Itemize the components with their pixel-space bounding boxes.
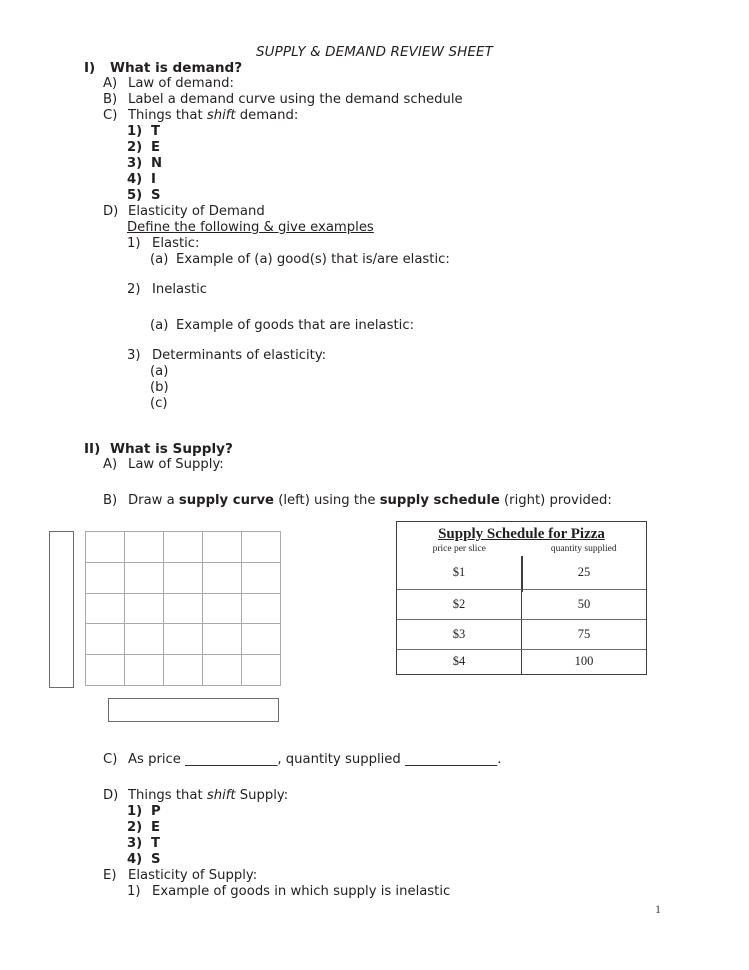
supply-item-e bbox=[103, 868, 749, 884]
cell-price: $4 bbox=[397, 650, 522, 674]
supply-shifter-3-label: T bbox=[151, 836, 160, 851]
demand-shifter-1-label: T bbox=[151, 124, 160, 139]
column-header-quantity: quantity supplied bbox=[550, 544, 617, 554]
supply-shifter-1 bbox=[127, 804, 749, 820]
supply-item-a bbox=[103, 457, 749, 473]
grid-cell[interactable] bbox=[203, 563, 242, 594]
page-title: SUPPLY & DEMAND REVIEW SHEET bbox=[255, 44, 494, 60]
table-row bbox=[397, 590, 646, 619]
demand-shifter-3 bbox=[127, 156, 749, 172]
section-demand-marker: I) bbox=[84, 60, 96, 76]
elastic-example-marker: (a) bbox=[150, 252, 169, 267]
demand-item-d-marker: D) bbox=[103, 204, 119, 219]
supply-inelastic-example-marker: 1) bbox=[127, 884, 141, 899]
demand-item-c bbox=[103, 108, 749, 124]
grid-cell[interactable] bbox=[125, 532, 164, 563]
y-axis-label-box[interactable] bbox=[49, 531, 74, 688]
supply-item-c-part2: , quantity supplied bbox=[277, 752, 405, 767]
supply-inelastic-example-label: Example of goods in which supply is inelastic bbox=[152, 884, 451, 899]
supply-shifter-2 bbox=[127, 820, 749, 836]
elastic-item-marker: 1) bbox=[127, 236, 141, 251]
inelastic-example-marker: (a) bbox=[150, 318, 169, 333]
determinants-marker: 3) bbox=[127, 348, 141, 363]
section-supply-heading bbox=[84, 441, 749, 457]
grid-cell[interactable] bbox=[125, 563, 164, 594]
cell-price: $2 bbox=[397, 590, 522, 619]
supply-item-d-marker: D) bbox=[103, 788, 119, 803]
determinant-a-marker: (a) bbox=[150, 364, 169, 379]
grid-cell[interactable] bbox=[203, 594, 242, 625]
define-instruction-label: Define the following & give examples bbox=[127, 220, 374, 235]
grid-cell[interactable] bbox=[203, 532, 242, 563]
cell-price: $1 bbox=[397, 556, 522, 589]
page-number: 1 bbox=[655, 902, 661, 916]
supply-schedule-title bbox=[397, 522, 646, 544]
inelastic-example-label: Example of goods that are inelastic: bbox=[176, 318, 415, 333]
supply-shifter-4-marker: 4) bbox=[127, 852, 143, 867]
cell-quantity: 50 bbox=[577, 597, 591, 611]
demand-shifter-3-label: N bbox=[151, 156, 163, 171]
demand-shifter-2-marker: 2) bbox=[127, 140, 143, 155]
supply-schedule-emphasis: supply schedule bbox=[379, 493, 500, 508]
grid-cell[interactable] bbox=[125, 655, 164, 686]
grid-cell[interactable] bbox=[203, 655, 242, 686]
supply-inelastic-example bbox=[127, 884, 749, 900]
demand-item-b-label: Label a demand curve using the demand schedule bbox=[128, 92, 463, 107]
supply-item-a-marker: A) bbox=[103, 457, 118, 472]
demand-shifter-5-marker: 5) bbox=[127, 188, 143, 203]
outline-content bbox=[0, 60, 749, 509]
determinant-c bbox=[150, 396, 749, 412]
supply-item-c bbox=[103, 752, 749, 768]
determinants-item bbox=[127, 348, 749, 364]
cell-quantity: 100 bbox=[574, 654, 594, 668]
supply-shifter-4-label: S bbox=[151, 852, 161, 867]
demand-item-a bbox=[103, 76, 749, 92]
cell-price: $3 bbox=[397, 620, 522, 649]
section-demand-title: What is demand? bbox=[110, 60, 243, 76]
outline-content-lower bbox=[0, 752, 749, 900]
determinant-b bbox=[150, 380, 749, 396]
supply-shifter-3-marker: 3) bbox=[127, 836, 143, 851]
grid-cell[interactable] bbox=[164, 532, 203, 563]
grid-cell[interactable] bbox=[242, 655, 281, 686]
determinant-a bbox=[150, 364, 749, 380]
define-instruction bbox=[127, 220, 749, 236]
elastic-example-label: Example of (a) good(s) that is/are elastic: bbox=[176, 252, 450, 267]
grid-cell[interactable] bbox=[86, 532, 125, 563]
demand-shifter-3-marker: 3) bbox=[127, 156, 143, 171]
supply-item-b-part3: (right) provided: bbox=[499, 493, 612, 508]
supply-item-d-prefix: Things that bbox=[128, 788, 207, 803]
supply-item-d bbox=[103, 788, 749, 804]
supply-item-d-suffix: Supply: bbox=[235, 788, 289, 803]
demand-item-a-marker: A) bbox=[103, 76, 118, 91]
demand-shifter-1-marker: 1) bbox=[127, 124, 143, 139]
supply-shifter-1-marker: 1) bbox=[127, 804, 143, 819]
elastic-item bbox=[127, 236, 749, 252]
section-demand-heading bbox=[84, 60, 749, 76]
inelastic-item-marker: 2) bbox=[127, 282, 141, 297]
demand-item-c-suffix: demand: bbox=[235, 108, 299, 123]
supply-shifter-4 bbox=[127, 852, 749, 868]
supply-schedule-title-text: Supply Schedule for Pizza bbox=[438, 526, 605, 542]
determinant-b-marker: (b) bbox=[150, 380, 169, 395]
grid-cell[interactable] bbox=[242, 594, 281, 625]
demand-shifter-4 bbox=[127, 172, 749, 188]
supply-item-b-part1: Draw a bbox=[128, 493, 179, 508]
demand-shifter-1 bbox=[127, 124, 749, 140]
demand-shifter-5-label: S bbox=[151, 188, 161, 203]
grid-cell[interactable] bbox=[203, 624, 242, 655]
supply-curve-emphasis: supply curve bbox=[178, 493, 274, 508]
grid-cell[interactable] bbox=[242, 532, 281, 563]
supply-item-b bbox=[103, 493, 749, 509]
supply-shifter-1-label: P bbox=[151, 804, 161, 819]
grid-cell[interactable] bbox=[164, 594, 203, 625]
demand-item-c-marker: C) bbox=[103, 108, 118, 123]
price-blank-field[interactable]: ______________ bbox=[185, 752, 278, 767]
supply-item-d-emphasis: shift bbox=[206, 788, 236, 803]
table-row bbox=[397, 620, 646, 649]
cell-quantity: 75 bbox=[577, 627, 591, 641]
demand-item-d bbox=[103, 204, 749, 220]
section-supply-title: What is Supply? bbox=[110, 441, 233, 457]
supply-shifter-3 bbox=[127, 836, 749, 852]
cell-quantity: 25 bbox=[577, 565, 591, 579]
demand-item-d-label: Elasticity of Demand bbox=[128, 204, 265, 219]
determinants-label: Determinants of elasticity: bbox=[152, 348, 327, 363]
grid-cell[interactable] bbox=[164, 563, 203, 594]
grid-cell[interactable] bbox=[86, 655, 125, 686]
elastic-example bbox=[150, 252, 749, 268]
demand-shifter-4-marker: 4) bbox=[127, 172, 143, 187]
supply-item-c-marker: C) bbox=[103, 752, 118, 767]
demand-shifter-2-label: E bbox=[151, 140, 161, 155]
supply-item-c-part1: As price bbox=[128, 752, 186, 767]
supply-shifter-2-label: E bbox=[151, 820, 161, 835]
supply-item-e-label: Elasticity of Supply: bbox=[128, 868, 258, 883]
grid-cell[interactable] bbox=[242, 563, 281, 594]
grid-cell[interactable] bbox=[242, 624, 281, 655]
elastic-item-label: Elastic: bbox=[152, 236, 200, 251]
demand-item-a-label: Law of demand: bbox=[128, 76, 234, 91]
supply-shifter-2-marker: 2) bbox=[127, 820, 143, 835]
supply-item-e-marker: E) bbox=[103, 868, 117, 883]
grid-cell[interactable] bbox=[164, 655, 203, 686]
determinant-c-marker: (c) bbox=[150, 396, 168, 411]
blank-graph-grid[interactable] bbox=[85, 531, 281, 686]
section-supply-marker: II) bbox=[84, 441, 101, 457]
header-column-divider bbox=[522, 556, 523, 592]
grid-cell[interactable] bbox=[125, 594, 164, 625]
quantity-blank-field[interactable]: ______________ bbox=[404, 752, 498, 767]
demand-item-b bbox=[103, 92, 749, 108]
grid-cell[interactable] bbox=[164, 624, 203, 655]
inelastic-item bbox=[127, 282, 749, 298]
demand-shifter-4-label: I bbox=[151, 172, 156, 187]
inelastic-item-label: Inelastic bbox=[152, 282, 208, 297]
grid-cell[interactable] bbox=[86, 594, 125, 625]
inelastic-example bbox=[150, 318, 749, 334]
supply-item-b-marker: B) bbox=[103, 493, 118, 508]
grid-cell[interactable] bbox=[86, 624, 125, 655]
supply-item-c-part3: . bbox=[497, 752, 502, 767]
demand-shifter-5 bbox=[127, 188, 749, 204]
supply-schedule-table bbox=[396, 521, 647, 675]
demand-item-c-emphasis: shift bbox=[206, 108, 236, 123]
x-axis-label-box[interactable] bbox=[108, 698, 279, 722]
demand-item-b-marker: B) bbox=[103, 92, 118, 107]
grid-cell[interactable] bbox=[86, 563, 125, 594]
supply-item-b-part2: (left) using the bbox=[274, 493, 380, 508]
demand-item-c-prefix: Things that bbox=[128, 108, 207, 123]
table-row bbox=[397, 650, 646, 674]
supply-schedule-header-row bbox=[397, 544, 646, 556]
column-header-price: price per slice bbox=[432, 544, 486, 554]
demand-shifter-2 bbox=[127, 140, 749, 156]
grid-cell[interactable] bbox=[125, 624, 164, 655]
supply-item-a-label: Law of Supply: bbox=[128, 457, 224, 472]
